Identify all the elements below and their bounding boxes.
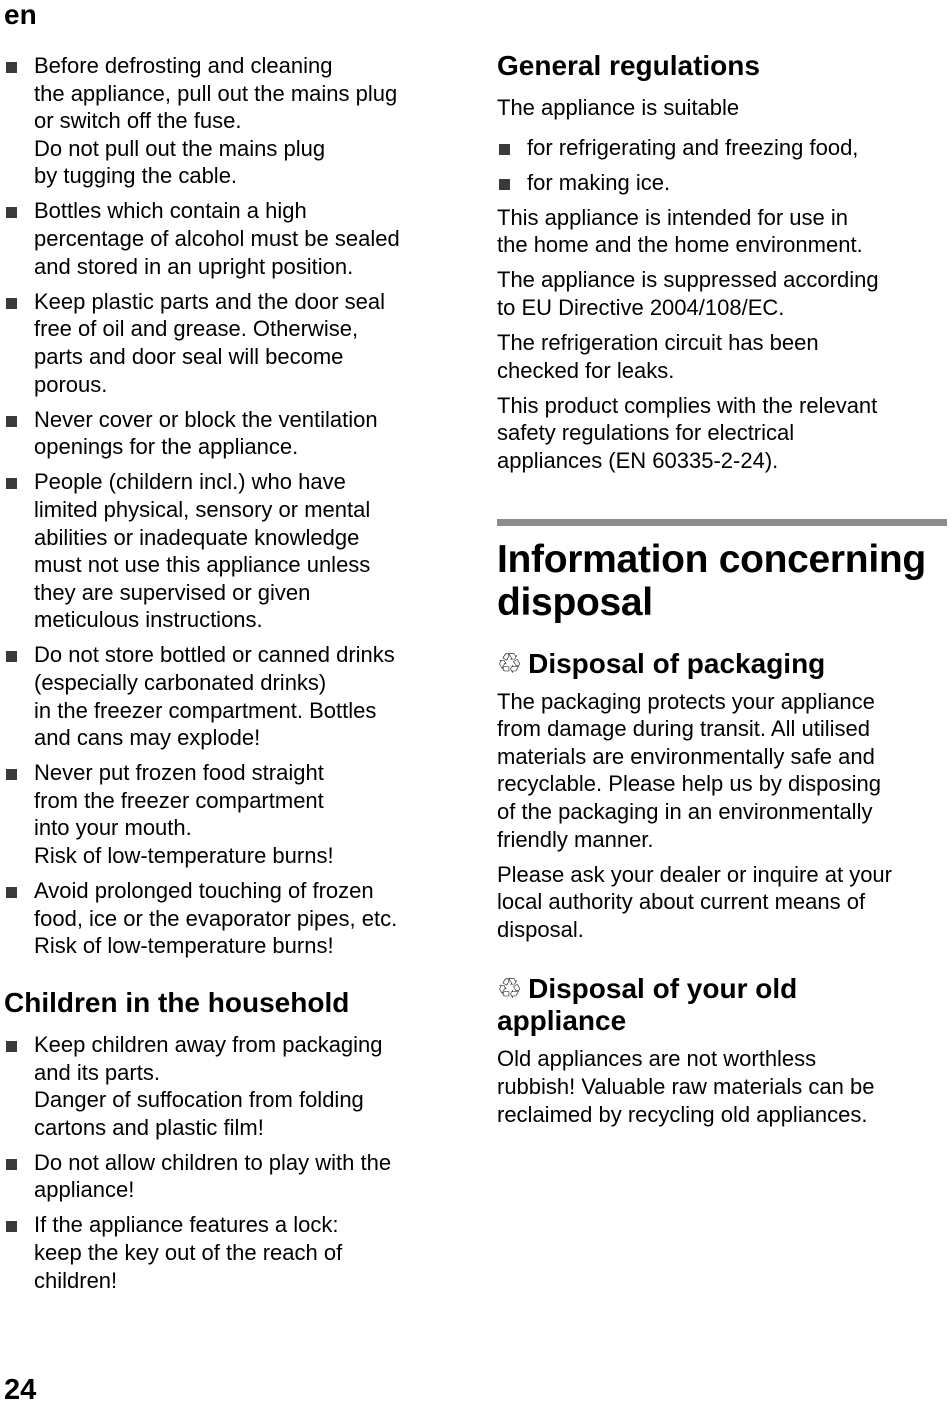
list-item <box>4 406 454 461</box>
text-line: porous. <box>34 371 108 397</box>
general-regulations-heading: General regulations <box>497 50 760 81</box>
text-line: for making ice. <box>527 169 671 195</box>
text-line: cartons and plastic film! <box>34 1114 264 1140</box>
text-line: (especially carbonated drinks) <box>34 669 327 695</box>
language-code: en <box>4 0 37 30</box>
paragraph <box>497 329 947 384</box>
paragraph <box>497 266 947 321</box>
text-line: Bottles which contain a high <box>34 198 307 224</box>
text-line: Never put frozen food straight <box>34 760 324 786</box>
text-line: and stored in an upright position. <box>34 253 354 279</box>
text-line: checked for leaks. <box>497 357 675 383</box>
paragraph <box>497 688 947 854</box>
text-line: The packaging protects your appliance <box>497 688 875 714</box>
paragraph <box>497 1045 947 1128</box>
heading-line <box>497 973 947 1005</box>
recycle-icon: ♲ <box>497 973 523 1005</box>
heading-text: Disposal of packaging <box>528 647 826 679</box>
general-list <box>497 134 947 197</box>
text-line: limited physical, sensory or mental <box>34 496 371 522</box>
page-number: 24 <box>4 1374 37 1406</box>
text-line: keep the key out of the reach of <box>34 1240 343 1266</box>
text-line: from the freezer compartment <box>34 787 324 813</box>
section-divider <box>497 519 947 526</box>
text-line: Avoid prolonged touching of frozen <box>34 878 374 904</box>
general-intro: The appliance is suitable <box>497 95 740 120</box>
list-item <box>4 1149 454 1204</box>
text-line: in the freezer compartment. Bottles <box>34 697 377 723</box>
paragraph <box>497 204 947 259</box>
text-line: to EU Directive 2004/108/EC. <box>497 295 785 321</box>
text-line: Danger of suffocation from folding <box>34 1087 364 1113</box>
text-line: openings for the appliance. <box>34 434 299 460</box>
text-line: and cans may explode! <box>34 725 261 751</box>
list-item <box>4 288 454 398</box>
heading-line: appliance <box>497 1005 627 1037</box>
text-line: This product complies with the relevant <box>497 392 878 418</box>
list-item <box>4 641 454 751</box>
paragraph <box>497 392 947 475</box>
text-line: rubbish! Valuable raw materials can be <box>497 1074 875 1100</box>
left-column <box>4 50 454 1302</box>
list-item <box>4 759 454 869</box>
text-line: appliances (EN 60335-2-24). <box>497 448 779 474</box>
text-line: The appliance is suppressed according <box>497 267 879 293</box>
paragraph <box>497 861 947 944</box>
text-line: Keep plastic parts and the door seal <box>34 288 386 314</box>
text-line: the home and the home environment. <box>497 232 863 258</box>
text-line: Please ask your dealer or inquire at your <box>497 861 892 887</box>
recycle-icon: ♲ <box>497 647 523 679</box>
children-list <box>4 1031 454 1294</box>
children-heading: Children in the household <box>4 986 350 1018</box>
text-line: for refrigerating and freezing food, <box>527 134 859 160</box>
right-column <box>497 50 947 1136</box>
text-line: they are supervised or given <box>34 579 311 605</box>
disposal-of-packaging-heading <box>497 648 947 680</box>
text-line: by tugging the cable. <box>34 163 238 189</box>
disposal-heading <box>497 538 947 624</box>
text-line: materials are environmentally safe and <box>497 743 875 769</box>
text-line: Keep children away from packaging <box>34 1031 383 1057</box>
text-line: of the packaging in an environmentally <box>497 799 873 824</box>
text-line: the appliance, pull out the mains plug <box>34 80 398 106</box>
text-line: food, ice or the evaporator pipes, etc. <box>34 905 398 931</box>
list-item <box>4 197 454 280</box>
list-item <box>497 169 947 197</box>
text-line: Risk of low-temperature burns! <box>34 843 334 869</box>
text-line: safety regulations for electrical <box>497 420 795 446</box>
disposal-of-old-appliance-heading <box>497 973 947 1037</box>
text-line: The refrigeration circuit has been <box>497 330 819 356</box>
text-line: Do not allow children to play with the <box>34 1149 392 1175</box>
text-line: percentage of alcohol must be sealed <box>34 226 400 252</box>
text-line: If the appliance features a lock: <box>34 1212 339 1238</box>
list-item <box>4 1031 454 1141</box>
list-item <box>4 1211 454 1294</box>
text-line: and its parts. <box>34 1059 160 1085</box>
text-line: Never cover or block the ventilation <box>34 406 378 432</box>
heading-text: Disposal of your old <box>528 973 798 1005</box>
text-line: People (childern incl.) who have <box>34 469 346 495</box>
safety-list <box>4 52 454 960</box>
text-line: abilities or inadequate knowledge <box>34 524 360 550</box>
text-line: from damage during transit. All utilised <box>497 716 870 742</box>
text-line: parts and door seal will become <box>34 343 344 369</box>
text-line: reclaimed by recycling old appliances. <box>497 1101 868 1127</box>
text-line: This appliance is intended for use in <box>497 204 848 230</box>
list-item <box>4 877 454 960</box>
text-line: must not use this appliance unless <box>34 552 371 578</box>
text-line: or switch off the fuse. <box>34 108 242 134</box>
text-line: recyclable. Please help us by disposing <box>497 771 882 797</box>
heading-line: Information concerning <box>497 537 926 581</box>
text-line: Risk of low-temperature burns! <box>34 933 334 959</box>
text-line: into your mouth. <box>34 815 192 841</box>
text-line: Do not pull out the mains plug <box>34 135 326 161</box>
text-line: disposal. <box>497 916 584 942</box>
text-line: meticulous instructions. <box>34 607 263 633</box>
list-item <box>497 134 947 162</box>
heading-line: disposal <box>497 580 653 624</box>
text-line: Old appliances are not worthless <box>497 1046 817 1072</box>
list-item <box>4 468 454 634</box>
text-line: Before defrosting and cleaning <box>34 53 333 78</box>
text-line: Do not store bottled or canned drinks <box>34 642 395 668</box>
text-line: appliance! <box>34 1177 135 1203</box>
text-line: local authority about current means of <box>497 889 866 915</box>
list-item <box>4 52 454 190</box>
text-line: friendly manner. <box>497 826 654 852</box>
text-line: free of oil and grease. Otherwise, <box>34 316 359 342</box>
text-line: children! <box>34 1267 118 1293</box>
